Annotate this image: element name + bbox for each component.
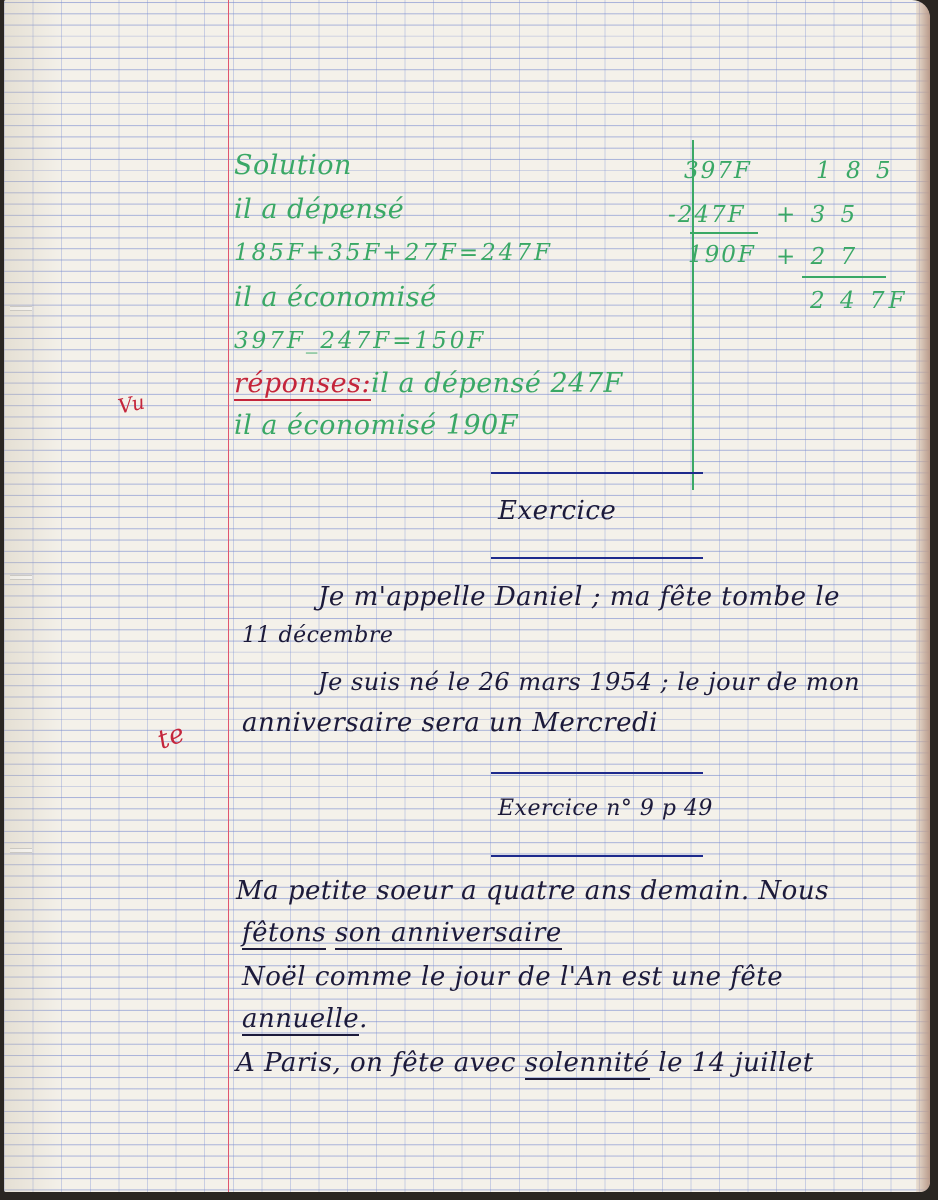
answer-label: réponses: — [234, 368, 372, 399]
divider-rule — [491, 772, 703, 774]
calc-rule — [690, 232, 758, 234]
exercise-line: Noël comme le jour de l'An est une fête — [242, 962, 784, 992]
calc-rule — [802, 276, 886, 278]
solution-line: 185F+35F+27F=247F — [234, 240, 553, 266]
word: solennité — [524, 1048, 650, 1078]
word: annuelle — [242, 1004, 360, 1034]
divider-rule — [491, 472, 703, 474]
exercise-title: Exercice n° 9 p 49 — [498, 796, 713, 821]
exercise-line: anniversaire sera un Mercredi — [242, 708, 659, 738]
calc-value: 190F — [688, 242, 756, 268]
exercise-line: Ma petite soeur a quatre ans demain. Nous — [236, 876, 829, 906]
phrase: le 14 juillet — [658, 1048, 814, 1078]
exercise-line: Je suis né le 26 mars 1954 ; le jour de mon — [318, 668, 861, 696]
margin-line — [228, 0, 229, 1192]
solution-line: 397F_247F=150F — [234, 328, 487, 354]
exercise-line — [242, 1004, 368, 1034]
exercise-line: Je m'appelle Daniel ; ma fête tombe le — [318, 582, 841, 612]
calc-value: 2 4 7F — [810, 288, 909, 314]
calc-value: 397F — [684, 158, 752, 184]
solution-line: il a dépensé — [234, 194, 405, 225]
exercise-line: 11 décembre — [242, 623, 394, 648]
phrase: A Paris, on fête avec — [236, 1048, 516, 1078]
exercise-line — [236, 1048, 814, 1078]
divider-rule — [491, 855, 703, 857]
page-edge — [916, 0, 930, 1192]
teacher-mark-te: te — [153, 718, 190, 756]
solution-line: il a économisé — [234, 282, 437, 313]
divider-rule — [491, 557, 703, 559]
calc-value: -247F — [668, 202, 746, 228]
calc-value: + 3 5 — [776, 202, 860, 228]
verb-word: fêtons — [242, 918, 327, 948]
period: . — [359, 1004, 368, 1034]
binding-hole — [10, 848, 32, 853]
teacher-mark-vu: Vu — [115, 389, 148, 419]
exercise-title: Exercice — [498, 496, 617, 526]
solution-heading: Solution — [234, 150, 352, 181]
phrase: son anniversaire — [334, 918, 562, 948]
calc-value: + 2 7 — [776, 244, 860, 270]
answer-line — [234, 368, 623, 399]
calc-value: 1 8 5 — [816, 158, 895, 184]
calc-divider — [692, 140, 694, 490]
solution-line: il a économisé 190F — [234, 410, 518, 441]
answer-text: il a dépensé 247F — [371, 368, 623, 399]
binding-hole — [10, 575, 32, 580]
binding-hole — [10, 306, 32, 311]
exercise-line — [242, 918, 562, 948]
notebook-page — [4, 0, 930, 1192]
